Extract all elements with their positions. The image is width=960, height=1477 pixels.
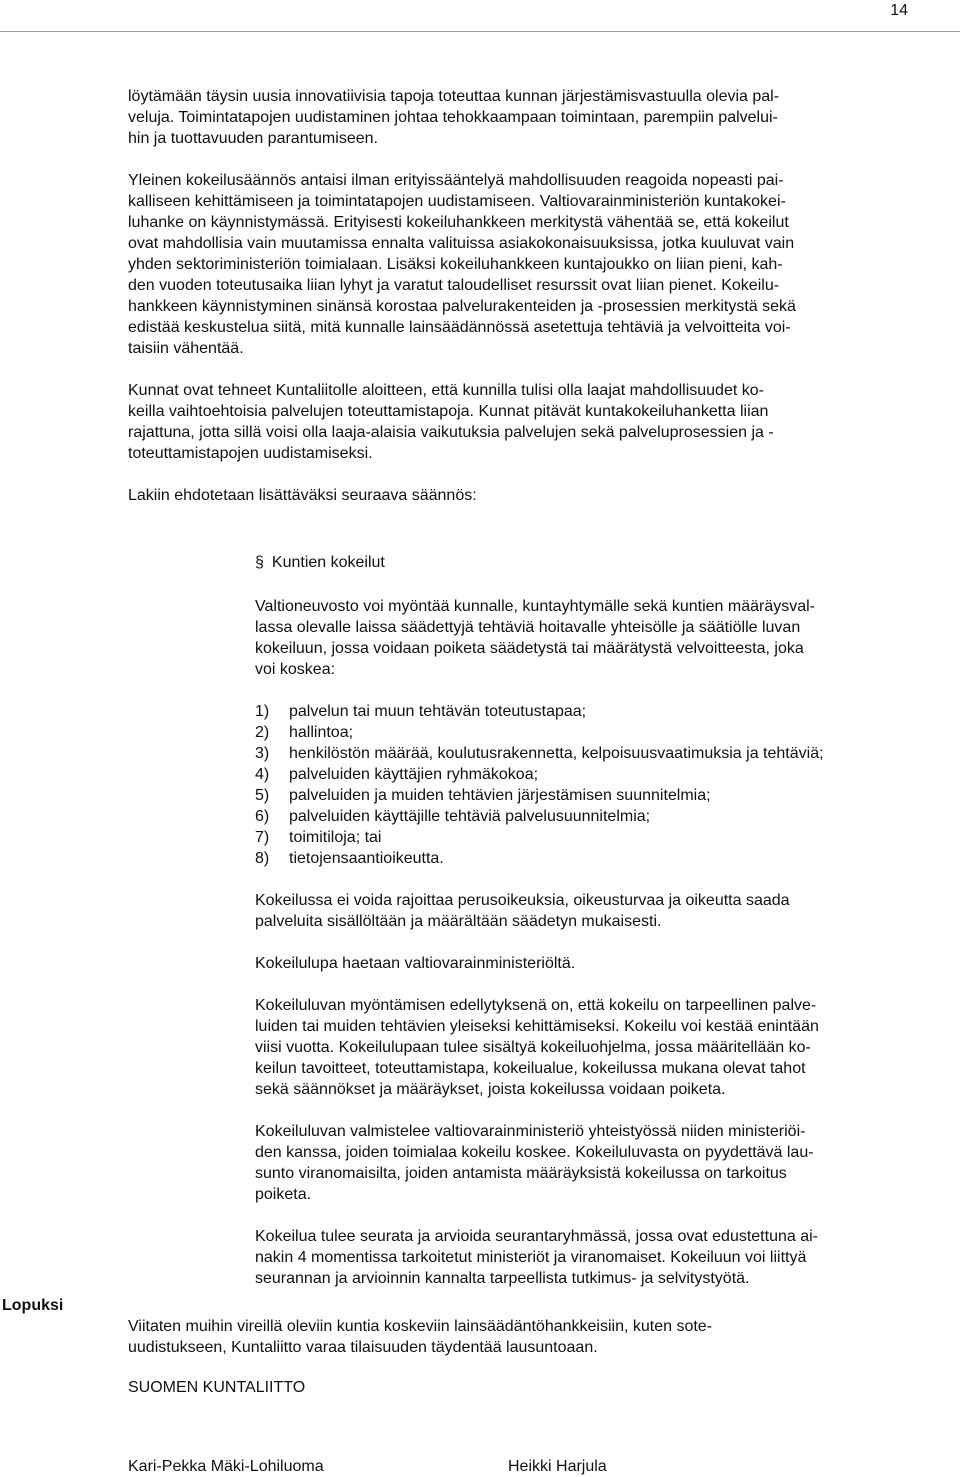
statute-proposal xyxy=(255,531,960,1310)
list-item-text: palveluiden käyttäjien ryhmäkokoa; xyxy=(289,766,539,783)
closing-section xyxy=(128,1316,960,1419)
intro-paragraph: Lakiin ehdotetaan lisättäväksi seuraava säännös: xyxy=(128,487,477,504)
list-item xyxy=(255,785,960,806)
list-item-number: 1) xyxy=(255,703,270,720)
closing-paragraph: Viitaten muihin vireillä oleviin kuntia koskeviin lainsäädäntöhankkeisiin, kuten sote- uudistukseen, Kuntaliitto varaa tilaisuuden täydentää lausuntoaan. xyxy=(128,1318,713,1356)
statute-list xyxy=(255,701,960,869)
intro-paragraph: Kunnat ovat tehneet Kuntaliitolle aloitteen, että kunnilla tulisi olla laajat mahdollisuudet ko- keilla vaihtoehtoisia palvelujen toteuttamistapoja. Kunnat pitävät kuntakokeiluhanketta liian rajattuna, jotta sillä voisi olla laaja-alaisia vaikutuksia palvelujen sekä palveluprosessien ja - toteuttamistapojen uudistamiseksi. xyxy=(128,382,774,462)
page-number: 14 xyxy=(890,2,908,19)
organization-name: SUOMEN KUNTALIITTO xyxy=(128,1379,306,1396)
statute-lead: Valtioneuvosto voi myöntää kunnalle, kuntayhtymälle sekä kuntien määräysval- lassa olevalle laissa säädettyjä tehtäviä hoitavalle yhteisölle ja säätiölle luvan kokeiluun, jossa voidaan poiketa säädetystä tai määrätystä velvoitteesta, joka voi koskea: xyxy=(255,598,815,678)
closing-label: Lopuksi xyxy=(2,1297,64,1314)
intro-paragraph: löytämään täysin uusia innovatiivisia tapoja toteuttaa kunnan järjestämisvastuulla olevia pal- veluja. Toimintatapojen uudistaminen johtaa tehokkaampaan toimintaan, parempiin palvelui- hin ja tuottavuuden parantumiseen. xyxy=(128,88,780,147)
signatory-name: Heikki Harjula xyxy=(508,1458,607,1475)
list-item xyxy=(255,848,960,869)
list-item xyxy=(255,743,960,764)
list-item-number: 7) xyxy=(255,829,270,846)
statute-paragraph: Kokeiluluvan valmistelee valtiovarainministeriö yhteistyössä niiden ministeriöi- den kanssa, joiden toimialaa kokeilu koskee. Kokeiluluvasta on pyydettävä lau- sunto viranomaisilta, joiden antamista määräyksistä kokeilussa on tarkoitus poiketa. xyxy=(255,1123,814,1203)
statute-paragraph: Kokeiluluvan myöntämisen edellytyksenä on, että kokeilu on tarpeellinen palve- luiden tai muiden tehtävien yleiseksi kehittämiseksi. Kokeilu voi kestää enintään viisi vuotta. Kokeilulupaan tulee sisältyä kokeiluohjelma, jossa määritellään ko- keilun tavoitteet, toteuttamistapa, kokeilualue, kokeilussa mukana olevat tahot sekä säännökset ja määräykset, joista kokeilussa voidaan poiketa. xyxy=(255,997,819,1098)
list-item-text: henkilöstön määrää, koulutusrakennetta, kelpoisuusvaatimuksia ja tehtäviä; xyxy=(289,745,824,762)
list-item xyxy=(255,764,960,785)
statute-heading xyxy=(255,531,960,573)
list-item xyxy=(255,806,960,827)
statute-title: Kuntien kokeilut xyxy=(271,554,385,571)
signatory-name: Kari-Pekka Mäki-Lohiluoma xyxy=(128,1458,324,1475)
list-item-text: hallintoa; xyxy=(289,724,354,741)
list-item xyxy=(255,722,960,743)
list-item-number: 6) xyxy=(255,808,270,825)
list-item-text: palveluiden ja muiden tehtävien järjestämisen suunnitelmia; xyxy=(289,787,711,804)
list-item xyxy=(255,701,960,722)
list-item-number: 5) xyxy=(255,787,270,804)
section-symbol: § xyxy=(255,554,264,571)
statute-paragraph: Kokeilulupa haetaan valtiovarainministeriöltä. xyxy=(255,955,576,972)
list-item xyxy=(255,827,960,848)
list-item-number: 3) xyxy=(255,745,270,762)
intro-paragraph: Yleinen kokeilusäännös antaisi ilman erityissääntelyä mahdollisuuden reagoida nopeasti pai- kalliseen kehittämiseen ja toimintatapojen uudistamiseen. Valtiovarainministeriön kuntakokei- luhanke on käynnistymässä. Erityisesti kokeiluhankkeen merkitystä vähentää se, että kokeilut ovat mahdollisia vain muutamissa ennalta valituissa asiakokonaisuuksissa, jotka kuuluvat vain yhden sektoriministeriön toimialaan. Lisäksi kokeiluhankkeen kuntajoukko on liian pieni, kah- den vuoden toteutusaika liian lyhyt ja varatut taloudelliset resurssit ovat liian pienet. Kokeilu- hankkeen käynnistyminen sinänsä korostaa palvelurakenteiden ja -prosessien merkitystä sekä edistää keskustelua siitä, mitä kunnalle lainsäädännössä asetettuja tehtäviä ja velvoitteita voi- taisiin vähentää. xyxy=(128,172,796,357)
list-item-text: toimitiloja; tai xyxy=(289,829,382,846)
list-item-number: 4) xyxy=(255,766,270,783)
list-item-text: palveluiden käyttäjille tehtäviä palvelusuunnitelmia; xyxy=(289,808,651,825)
statute-paragraph: Kokeilua tulee seurata ja arvioida seurantaryhmässä, jossa ovat edustettuna ai- nakin 4 momentissa tarkoitetut ministeriöt ja viranomaiset. Kokeiluun voi liittyä seurannan ja arvioinnin kannalta tarpeellista tutkimus- ja selvitystyötä. xyxy=(255,1228,818,1287)
list-item-text: tietojensaantioikeutta. xyxy=(289,850,444,867)
intro-section xyxy=(128,86,960,527)
list-item-number: 2) xyxy=(255,724,270,741)
list-item-text: palvelun tai muun tehtävän toteutustapaa; xyxy=(289,703,587,720)
header-rule xyxy=(0,31,960,32)
statute-paragraph: Kokeilussa ei voida rajoittaa perusoikeuksia, oikeusturvaa ja oikeutta saada palveluita sisällöltään ja määrältään säädetyn mukaisesti. xyxy=(255,892,790,930)
list-item-number: 8) xyxy=(255,850,270,867)
